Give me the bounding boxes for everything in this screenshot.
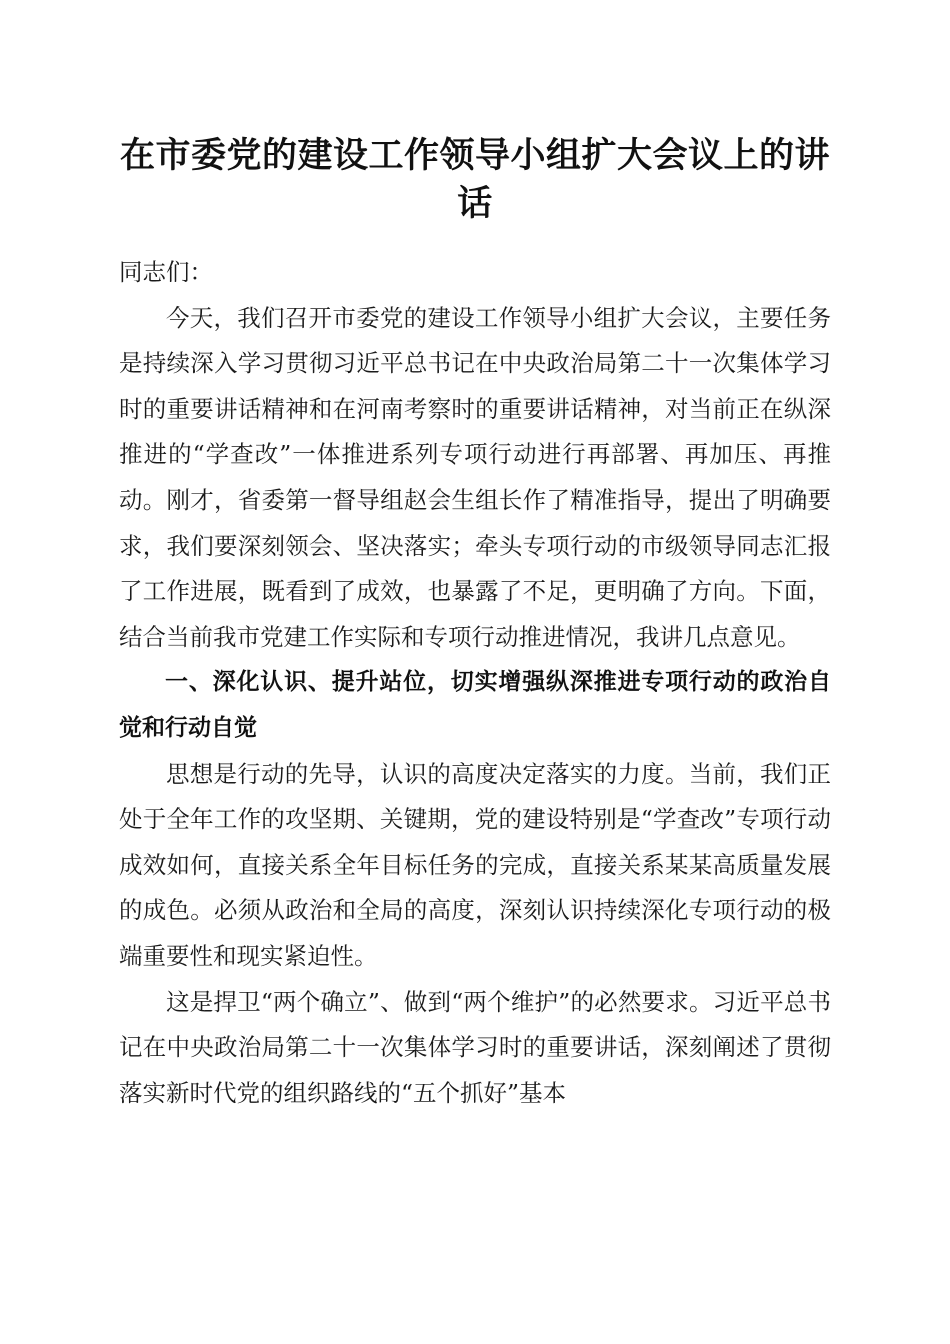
document-title: 在市委党的建设工作领导小组扩大会议上的讲话 — [119, 135, 830, 224]
document-body — [119, 250, 831, 1116]
body-paragraph: 这是捍卫“两个确立”、做到“两个维护”的必然要求。习近平总书记在中央政治局第二十一次集体学习时的重要讲话，深刻阐述了贯彻落实新时代党的组织路线的“五个抓好”基本 — [119, 987, 831, 1107]
body-paragraph: 思想是行动的先导，认识的高度决定落实的力度。当前，我们正处于全年工作的攻坚期、关键期，党的建设特别是“学查改”专项行动成效如何，直接关系全年目标任务的完成，直接关系某某高质量发展的成色。必须从政治和全局的高度，深刻认识持续深化专项行动的极端重要性和现实紧迫性。 — [119, 759, 831, 970]
section-heading: 一、深化认识、提升站位，切实增强纵深推进专项行动的政治自觉和行动自觉 — [119, 669, 831, 741]
body-paragraph: 今天，我们召开市委党的建设工作领导小组扩大会议，主要任务是持续深入学习贯彻习近平总书记在中央政治局第二十一次集体学习时的重要讲话精神和在河南考察时的重要讲话精神，对当前正在纵深推进的“学查改”一体推进系列专项行动进行再部署、再加压、再推动。刚才，省委第一督导组赵会生组长作了精准指导，提出了明确要求，我们要深刻领会、坚决落实；牵头专项行动的市级领导同志汇报了工作进展，既看到了成效，也暴露了不足，更明确了方向。下面，结合当前我市党建工作实际和专项行动推进情况，我讲几点意见。 — [119, 303, 831, 651]
salutation: 同志们： — [119, 258, 213, 286]
